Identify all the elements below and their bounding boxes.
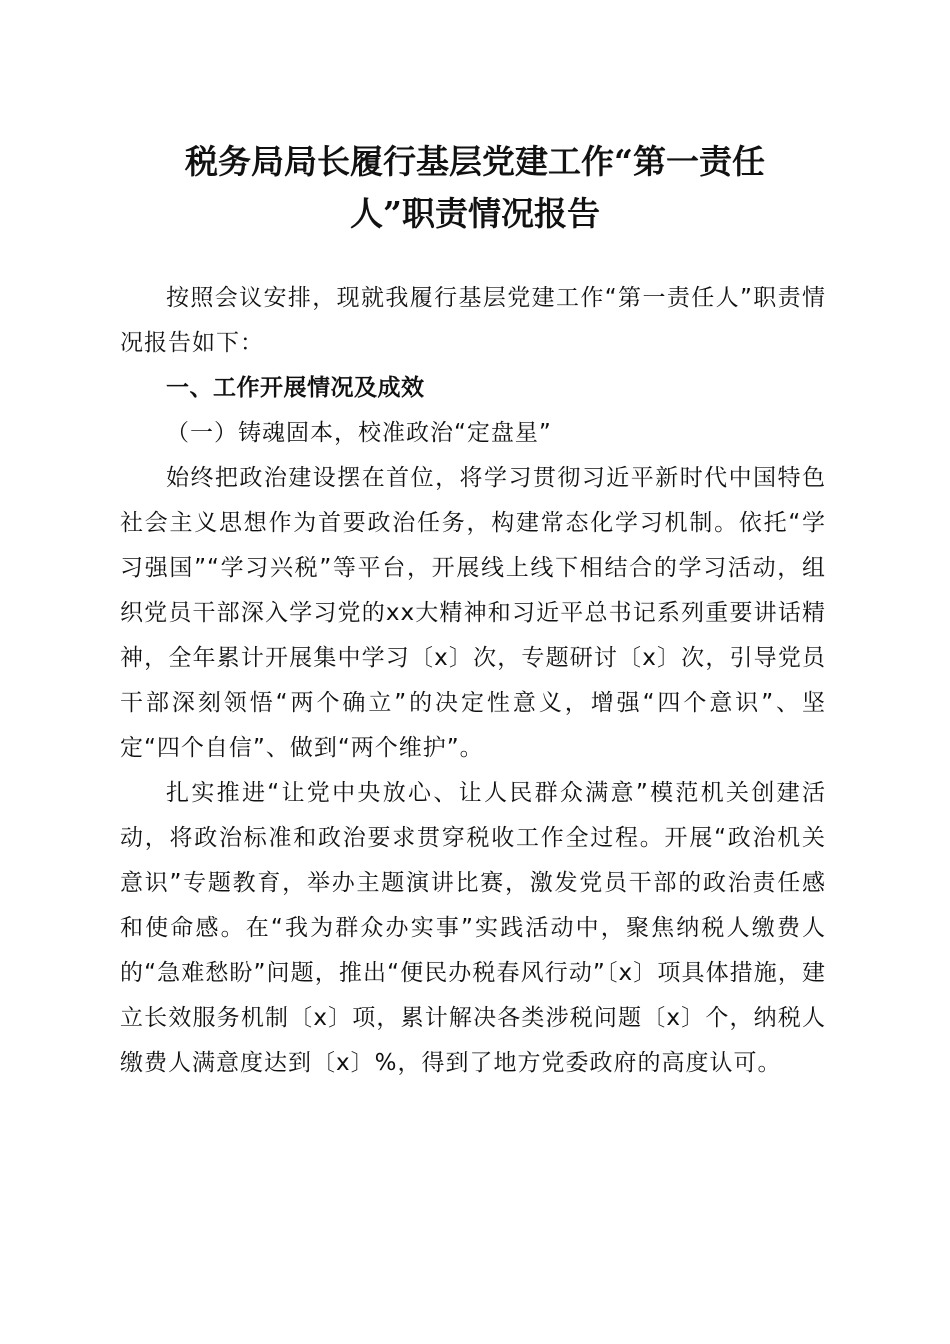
intro-paragraph: 按照会议安排，现就我履行基层党建工作“第一责任人”职责情况报告如下： bbox=[120, 285, 826, 356]
title-line-1: 税务局局长履行基层党建工作“第一责任 bbox=[185, 142, 765, 181]
document-body bbox=[120, 276, 826, 1086]
document-title bbox=[120, 136, 830, 240]
subsection-heading: （一）铸魂固本，校准政治“定盘星” bbox=[166, 420, 552, 446]
title-line-2: 人”职责情况报告 bbox=[350, 194, 600, 233]
body-paragraph-1: 始终把政治建设摆在首位，将学习贯彻习近平新时代中国特色社会主义思想作为首要政治任务，构建常态化学习机制。依托“学习强国”“学习兴税”等平台，开展线上线下相结合的学习活动，组织党员干部深入学习党的xx大精神和习近平总书记系列重要讲话精神，全年累计开展集中学习〔x〕次，专题研讨〔x〕次，引导党员干部深刻领悟“两个确立”的决定性意义，增强“四个意识”、坚定“四个自信”、做到“两个维护”。 bbox=[120, 465, 826, 761]
section-heading: 一、工作开展情况及成效 bbox=[166, 375, 425, 401]
body-paragraph-2: 扎实推进“让党中央放心、让人民群众满意”模范机关创建活动，将政治标准和政治要求贯穿税收工作全过程。开展“政治机关意识”专题教育，举办主题演讲比赛，激发党员干部的政治责任感和使命感。在“我为群众办实事”实践活动中，聚焦纳税人缴费人的“急难愁盼”问题，推出“便民办税春风行动”〔x〕项具体措施，建立长效服务机制〔x〕项，累计解决各类涉税问题〔x〕个，纳税人缴费人满意度达到〔x〕%，得到了地方党委政府的高度认可。 bbox=[120, 780, 826, 1076]
